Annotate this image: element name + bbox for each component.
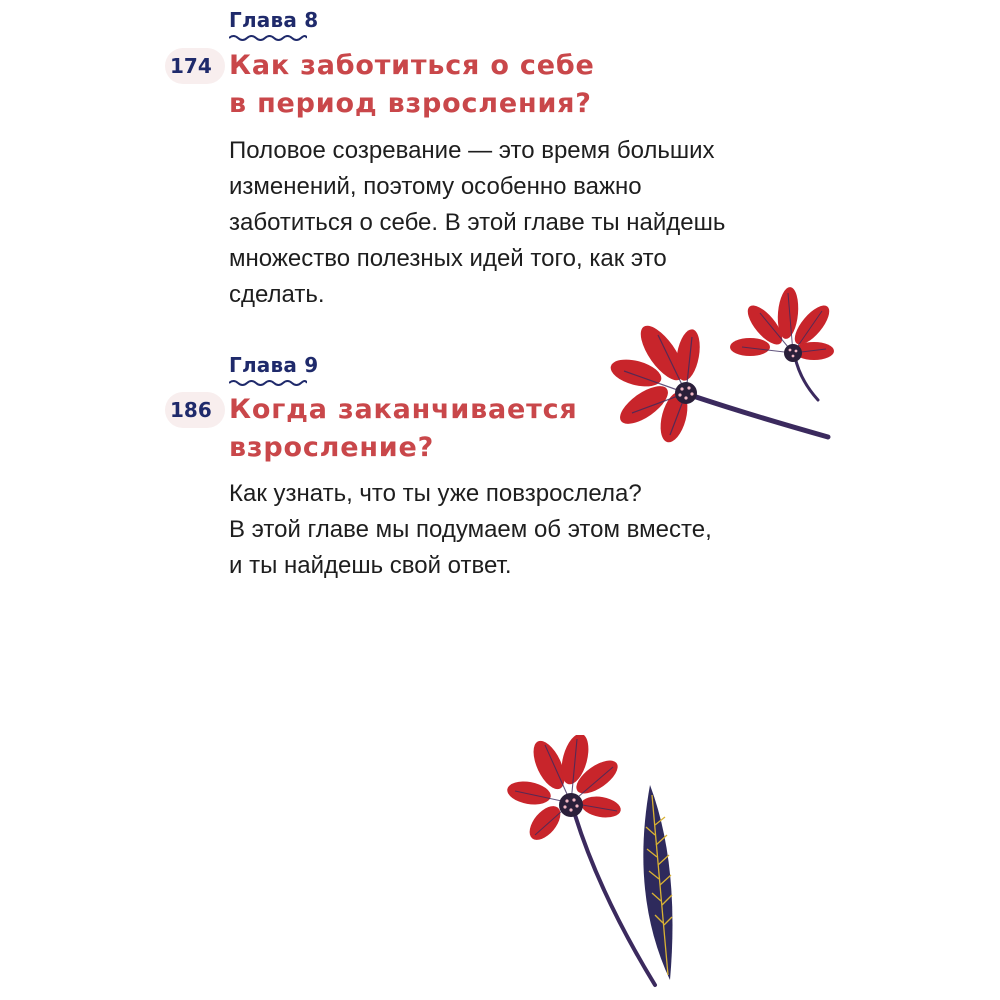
chapter-8-title <box>229 47 595 123</box>
title-line: Как заботиться о себе <box>229 50 595 81</box>
red-flower-icon <box>600 285 835 460</box>
body-line: множество полезных идей того, как это <box>229 245 667 272</box>
chapter-9-description <box>229 476 712 584</box>
body-line: изменений, поэтому особенно важно <box>229 173 642 200</box>
title-line: взросление? <box>229 432 435 463</box>
chapter-8-label: Глава 8 <box>229 8 319 32</box>
body-line: Половое созревание — это время больших <box>229 137 715 164</box>
body-line: Как узнать, что ты уже повзрослела? <box>229 480 642 507</box>
wavy-underline-icon <box>229 379 307 387</box>
chapter-9-title <box>229 391 578 467</box>
page-number: 174 <box>170 54 212 78</box>
chapter-9-label: Глава 9 <box>229 353 319 377</box>
title-line: Когда заканчивается <box>229 394 578 425</box>
red-flower-icon <box>505 735 705 990</box>
body-line: и ты найдешь свой ответ. <box>229 552 512 579</box>
body-line: заботиться о себе. В этой главе ты найдешь <box>229 209 726 236</box>
body-line: сделать. <box>229 281 325 308</box>
body-line: В этой главе мы подумаем об этом вместе, <box>229 516 712 543</box>
page-number: 186 <box>170 398 212 422</box>
title-line: в период взросления? <box>229 88 592 119</box>
wavy-underline-icon <box>229 34 307 42</box>
